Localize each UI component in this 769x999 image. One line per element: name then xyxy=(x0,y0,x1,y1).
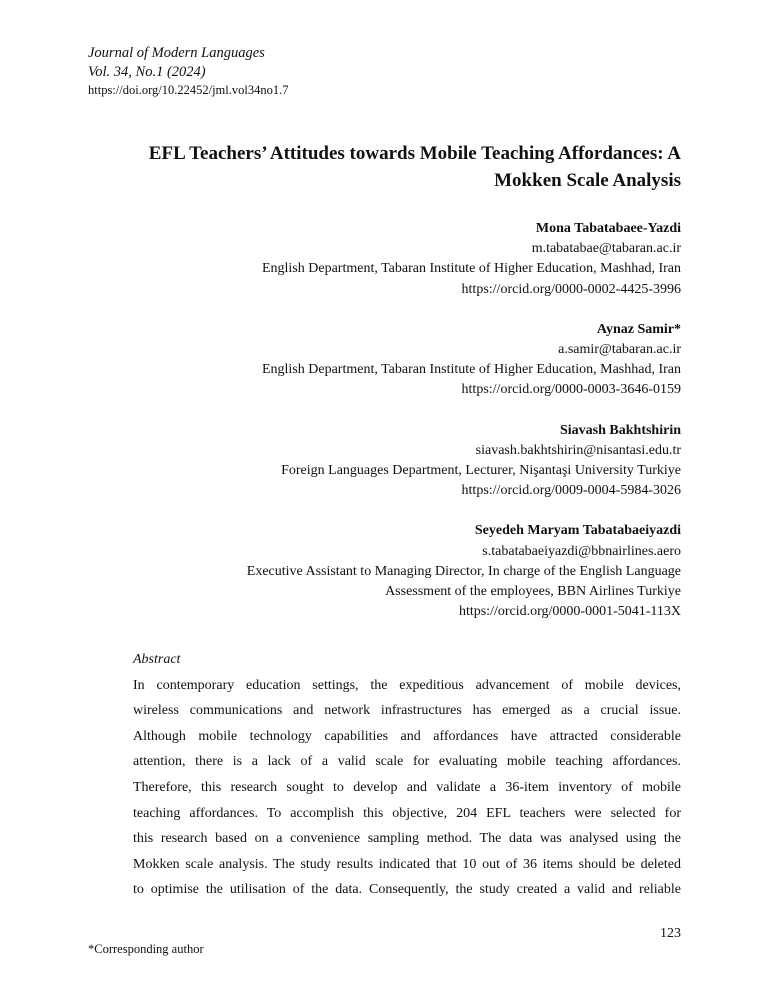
author-orcid-link[interactable]: https://orcid.org/0000-0002-4425-3996 xyxy=(461,281,681,297)
author-name: Siavash Bakhtshirin xyxy=(560,422,681,438)
abstract-line: this research based on a convenience sampling method. The data was analysed using the xyxy=(133,831,681,847)
author-affiliation: Executive Assistant to Managing Director, In charge of the English Language xyxy=(246,563,681,579)
author-block xyxy=(81,421,681,502)
author-affiliation: English Department, Tabaran Institute of Higher Education, Mashhad, Iran xyxy=(261,362,681,378)
abstract-line: teaching affordances. To accomplish this objective, 204 EFL teachers were selected for xyxy=(133,805,681,821)
author-list xyxy=(81,219,681,622)
author-name: Aynaz Samir* xyxy=(596,321,681,337)
paper-title-line-2: Mokken Scale Analysis xyxy=(494,170,681,191)
author-block xyxy=(81,219,681,300)
abstract-section xyxy=(133,647,681,903)
author-orcid-link[interactable]: https://orcid.org/0009-0004-5984-3026 xyxy=(461,483,681,499)
abstract-line: In contemporary education settings, the expeditious advancement of mobile devices, xyxy=(133,677,681,693)
author-name: Mona Tabatabaee-Yazdi xyxy=(535,221,681,236)
author-name: Seyedeh Maryam Tabatabaeiyazdi xyxy=(474,523,681,539)
author-email[interactable]: m.tabatabae@tabaran.ac.ir xyxy=(531,241,681,257)
abstract-line: Although mobile technology capabilities and affordances have attracted considerable xyxy=(133,728,681,744)
author-affiliation: Foreign Languages Department, Lecturer, Nişantaşi University Turkiye xyxy=(281,463,681,479)
author-affiliation: English Department, Tabaran Institute of Higher Education, Mashhad, Iran xyxy=(261,261,681,277)
author-block xyxy=(81,521,681,622)
author-email[interactable]: s.tabatabaeiyazdi@bbnairlines.aero xyxy=(482,543,681,559)
author-block xyxy=(81,320,681,401)
abstract-line: attention, there is a lack of a valid scale for evaluating mobile teaching affordances. xyxy=(133,754,681,770)
paper-title-line-1: EFL Teachers’ Attitudes towards Mobile Teaching Affordances: A xyxy=(148,143,681,164)
journal-volume: Vol. 34, No.1 (2024) xyxy=(88,64,206,80)
author-orcid-link[interactable]: https://orcid.org/0000-0003-3646-0159 xyxy=(461,382,681,398)
journal-header xyxy=(88,44,288,98)
abstract-heading: Abstract xyxy=(133,652,181,667)
abstract-line: Therefore, this research sought to develop and validate a 36-item inventory of mobile xyxy=(133,779,681,795)
abstract-line: to optimise the utilisation of the data. Consequently, the study created a valid and reliable xyxy=(133,882,681,898)
author-email[interactable]: siavash.bakhtshirin@nisantasi.edu.tr xyxy=(475,442,681,458)
journal-name: Journal of Modern Languages xyxy=(88,45,265,61)
journal-doi-link[interactable]: https://doi.org/10.22452/jml.vol34no1.7 xyxy=(88,83,289,97)
paper-title xyxy=(61,140,681,194)
abstract-line: wireless communications and network infrastructures has emerged as a crucial issue. xyxy=(133,703,681,719)
author-email[interactable]: a.samir@tabaran.ac.ir xyxy=(558,342,681,358)
corresponding-author-footnote: *Corresponding author xyxy=(88,942,204,956)
page-number: 123 xyxy=(660,926,681,941)
abstract-line: Mokken scale analysis. The study results indicated that 10 out of 36 items should be deleted xyxy=(133,856,681,872)
author-orcid-link[interactable]: https://orcid.org/0000-0001-5041-113X xyxy=(458,604,681,620)
author-affiliation: Assessment of the employees, BBN Airlines Turkiye xyxy=(385,584,681,600)
abstract-body xyxy=(133,673,681,903)
